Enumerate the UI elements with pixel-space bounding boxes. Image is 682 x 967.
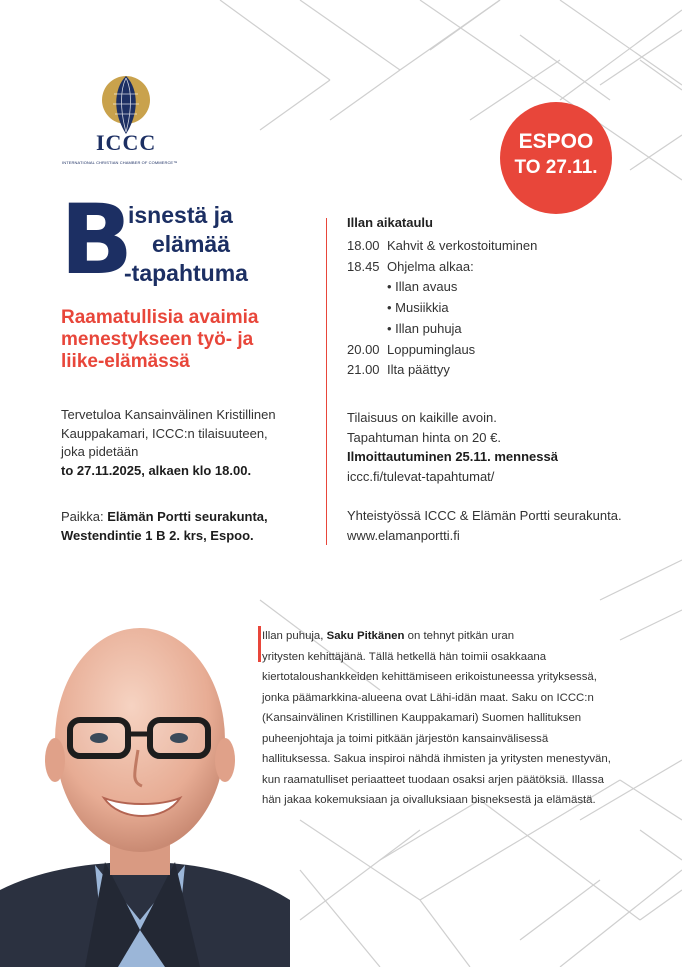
intro-line-2: Kauppakamari, ICCC:n tilaisuuteen,: [61, 425, 268, 441]
schedule-item: 21.00 Ilta päättyy: [347, 362, 450, 377]
bio-line: hallituksessa. Sakua inspiroi nähdä ihmisten ja yritysten menestyvän,: [262, 753, 611, 765]
bio-line: (Kansainvälinen Kristillinen Kauppakamari) Suomen hallituksen: [262, 712, 582, 724]
badge-city: ESPOO: [518, 130, 594, 153]
venue-address: Westendintie 1 B 2. krs, Espoo.: [61, 528, 254, 543]
venue-name: Elämän Portti seurakunta,: [107, 509, 268, 524]
event-info: [347, 408, 558, 486]
title-line-3: -tapahtuma: [124, 260, 248, 286]
logo-subtitle: INTERNATIONAL CHRISTIAN CHAMBER OF COMMERCE™: [62, 160, 178, 165]
schedule-item: 20.00 Loppuminglaus: [347, 342, 476, 357]
schedule-item: • Illan puhuja: [387, 321, 462, 336]
title-line-1: isnestä ja: [128, 202, 233, 228]
bio-line: kun raamatulliset periaatteet tuodaan osaksi arjen päätöksiä. Illassa: [262, 773, 604, 786]
info-open: Tilaisuus on kaikille avoin.: [347, 410, 497, 425]
intro-text: [61, 406, 276, 480]
schedule-item: • Illan avaus: [387, 279, 458, 294]
bio-accent-bar: [258, 626, 261, 662]
cooperation-text: Yhteistyössä ICCC & Elämän Portti seurakunta.: [347, 508, 622, 523]
event-subtitle: [61, 307, 259, 373]
registration-link[interactable]: iccc.fi/tulevat-tapahtumat/: [347, 468, 495, 484]
subtitle-line-3: liike-elämässä: [61, 351, 190, 372]
speaker-name: Saku Pitkänen: [326, 630, 405, 642]
partner-link[interactable]: www.elamanportti.fi: [347, 528, 460, 543]
intro-line-3: joka pidetään: [61, 444, 139, 459]
info-registration: Ilmoittautuminen 25.11. mennessä: [347, 449, 558, 464]
subtitle-line-2: menestykseen työ- ja: [61, 329, 254, 350]
subtitle-line-1: Raamatullisia avaimia: [61, 307, 259, 328]
event-badge: [500, 102, 612, 214]
intro-line-1: Tervetuloa Kansainvälinen Kristillinen: [61, 407, 276, 422]
schedule-item: 18.00 Kahvit & verkostoituminen: [347, 238, 538, 253]
schedule-item: • Musiikkia: [387, 300, 449, 315]
column-divider: [326, 218, 327, 545]
iccc-globe-logo-icon: [100, 74, 152, 136]
badge-date: TO 27.11.: [514, 157, 598, 178]
venue-label: Paikka:: [61, 509, 104, 524]
venue: [61, 507, 268, 545]
bio-line: jonka päämarkkina-alueena ovat Lähi-idän maat. Saku on ICCC:n: [262, 691, 594, 704]
schedule-item: 18.45 Ohjelma alkaa:: [347, 259, 474, 274]
info-price: Tapahtuman hinta on 20 €.: [347, 429, 501, 445]
bio-line: yritysten kehittäjänä. Tällä hetkellä hän toimii osakkaana: [262, 650, 547, 663]
title-line-2: elämää: [152, 231, 231, 257]
bio-line: hän jakaa kokemuksiaan ja oivalluksiaan bisneksestä ja elämästä.: [262, 794, 596, 806]
bio-line: kiertotaloushankkeiden kehittämiseen erikoistuneessa yrityksessä,: [262, 671, 597, 683]
schedule-title: Illan aikataulu: [347, 215, 433, 230]
logo-text: ICCC: [96, 130, 157, 155]
intro-date: to 27.11.2025, alkaen klo 18.00.: [61, 462, 252, 478]
bio-line: puheenjohtaja ja toimi pitkään järjestön kansainvälisessä: [262, 732, 549, 745]
speaker-photo: [0, 600, 290, 967]
cooperation: [347, 506, 622, 546]
title-initial: B: [60, 184, 134, 296]
speaker-bio: Illan puhuja, Saku Pitkänen on tehnyt pitkän uran yritysten kehittäjänä. Tällä hetkellä hän toimii osakkaana kiertotaloushankkeiden kehittämiseen erikoistuneessa yrityksessä, jonka päämarkkina-alueena ovat Lähi-idän maat. Saku on ICCC:n (Kansainvälinen Kristillinen Kauppakamari) Suomen hallituksen puheenjohtaja ja toimi pitkään järjestön kansainvälisessä hallituksessa. Sakua inspiroi nähdä ihmisten ja yritysten menestyvän, kun raamatulliset periaatteet tuodaan osaksi arjen päätöksiä. Illassa hän jakaa kokemuksiaan ja oivalluksiaan bisneksestä ja elämästä.: [262, 626, 662, 811]
